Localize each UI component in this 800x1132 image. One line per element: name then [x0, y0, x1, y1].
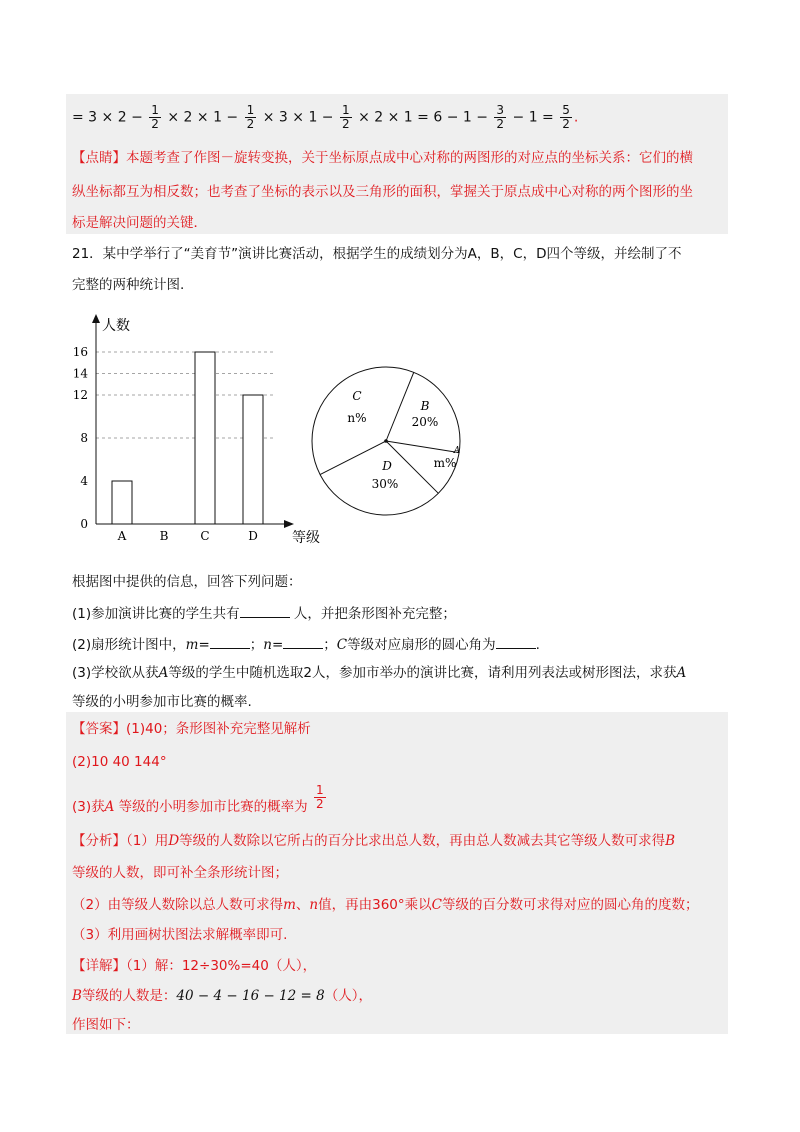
pie-value-B: 20% [411, 415, 439, 429]
bar-chart [62, 310, 332, 550]
analysis-tag: 【分析】 [72, 833, 126, 849]
question-part-1: (1)参加演讲比赛的学生共有 人，并把条形图补充完整； [72, 603, 456, 624]
y-tick-label: 16 [72, 345, 88, 359]
detail-line-1: 【详解】（1）解：12÷30%=40（人）， [72, 958, 317, 974]
pie-value-C: n% [347, 411, 367, 425]
comment-line-2: 纵坐标都互为相反数；也考查了坐标的表示以及三角形的面积，掌握关于原点成中心对称的两个图形的坐 [72, 184, 693, 200]
prompt-line: 根据图中提供的信息，回答下列问题： [72, 574, 302, 590]
comment-tag: 【点睛】 [72, 150, 126, 166]
x-axis-label: 等级 [292, 530, 320, 546]
bar-A [112, 481, 132, 524]
pie-divider-0 [386, 372, 414, 441]
bar-C [195, 352, 215, 524]
pie-value-A: m% [433, 456, 457, 470]
answer-line-1: 【答案】(1)40；条形图补充完整见解析 [72, 721, 311, 737]
x-tick-label-D: D [248, 529, 258, 543]
question-part-2: (2)扇形统计图中，m= ；n= ；C等级对应扇形的圆心角为 . [72, 634, 540, 655]
y-tick-label: 8 [80, 431, 88, 445]
answer-blank-total[interactable] [240, 603, 290, 618]
y-tick-label: 14 [72, 366, 88, 381]
pie-label-B: B [420, 399, 430, 413]
answer-line-3: (3)获A 等级的小明参加市比赛的概率为 $\frac{1}{2}$ [72, 783, 324, 815]
x-axis-arrow [284, 520, 294, 528]
question-line-1: 21．某中学举行了“美育节”演讲比赛活动，根据学生的成绩划分为A，B，C，D四个等级，并绘制了不 [72, 246, 682, 262]
analysis-line-4: （3）利用画树状图法求解概率即可. [72, 927, 288, 943]
pie-divider-1 [386, 441, 459, 453]
x-tick-label-B: B [159, 529, 169, 543]
pie-value-D: 30% [371, 477, 399, 491]
pie-chart [305, 360, 475, 520]
question-line-2: 完整的两种统计图. [72, 277, 185, 293]
y-tick-label: 0 [80, 517, 88, 531]
question-part-3a: (3)学校欲从获A等级的学生中随机选取2人，参加市举办的演讲比赛，请利用列表法或树形图法，求获A [72, 665, 687, 681]
x-tick-label-C: C [200, 529, 210, 543]
detail-tag: 【详解】 [72, 958, 126, 974]
area-formula: = 3 × 2 − $\frac{1}{2}$ × 2 × 1 − $\frac{1}{2}$ × 3 × 1 − $\frac{1}{2}$ × 2 × 1 = 6 − 1 − $\frac{3}{2}$ − 1 = $\frac{5}{2}$ . [72, 103, 579, 131]
y-tick-label: 12 [72, 388, 88, 402]
pie-label-C: C [352, 389, 362, 403]
answer-line-2: (2)10 40 144° [72, 754, 167, 770]
y-axis-label: 人数 [102, 318, 130, 334]
analysis-line-3: （2）由等级人数除以总人数可求得m、n值，再由360°乘以C等级的百分数可求得对应的圆心角的度数； [72, 897, 699, 913]
pie-divider-3 [320, 441, 386, 475]
answer-tag: 【答案】 [72, 721, 126, 737]
answer-blank-n[interactable] [283, 634, 323, 649]
y-axis-arrow [92, 314, 100, 323]
detail-line-2: B等级的人数是：40 − 4 − 16 − 12 = 8（人）， [72, 988, 372, 1004]
analysis-line-2: 等级的人数，即可补全条形统计图； [72, 865, 288, 881]
analysis-line-1: 【分析】（1）用D等级的人数除以它所占的百分比求出总人数，再由总人数减去其它等级人数可求得B [72, 833, 676, 849]
detail-line-3: 作图如下： [72, 1017, 140, 1033]
pie-center [384, 439, 388, 443]
comment-line-3: 标是解决问题的关键． [72, 215, 207, 231]
answer-blank-m[interactable] [210, 634, 250, 649]
y-tick-label: 4 [80, 474, 88, 488]
x-tick-label-A: A [117, 529, 127, 543]
answer-blank-angle[interactable] [496, 634, 536, 649]
comment-line-1: 【点睛】本题考查了作图－旋转变换，关于坐标原点成中心对称的两图形的对应点的坐标关系：它们的横 [72, 150, 693, 166]
pie-label-D: D [382, 459, 392, 473]
question-part-3b: 等级的小明参加市比赛的概率. [72, 694, 252, 710]
bar-D [243, 395, 263, 524]
pie-label-A: A [453, 446, 461, 456]
